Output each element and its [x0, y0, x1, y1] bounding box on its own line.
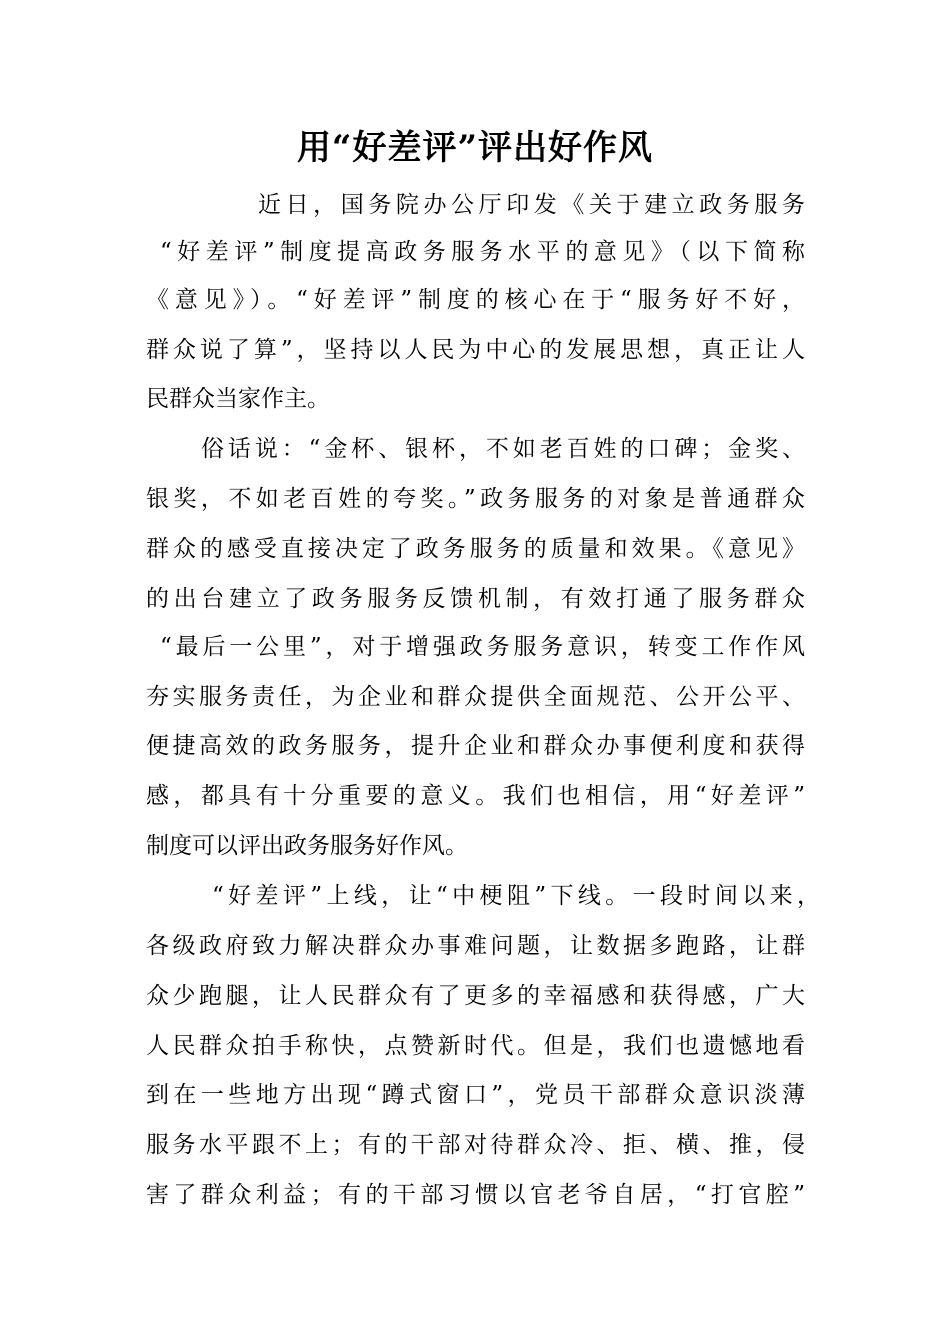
text-line: 近日，国务院办公厅印发《关于建立政务服务: [258, 192, 810, 218]
text-line: “好差评”制度提高政务服务水平的意见》（以下简称: [160, 239, 811, 265]
text-line: 害了群众利益；有的干部习惯以官老爷自居，“打官腔”: [146, 1182, 810, 1208]
text-line: 众少跑腿，让人民群众有了更多的幸福感和获得感，广大: [146, 983, 809, 1009]
text-line: 民群众当家作主。: [146, 386, 330, 412]
text-line: 群众的感受直接决定了政务服务的质量和效果。《意见》: [146, 536, 809, 562]
text-line: 制度可以评出政务服务好作风。: [146, 833, 468, 859]
text-line: 群众说了算”，坚持以人民为中心的发展思想，真正让人: [146, 337, 809, 363]
text-line: 《意见》）。“好差评”制度的核心在于“服务好不好，: [146, 287, 811, 313]
text-line: 服务水平跟不上；有的干部对待群众冷、拒、横、推，侵: [146, 1132, 809, 1158]
document-title: 用“好差评”评出好作风: [296, 128, 654, 168]
text-line: 感，都具有十分重要的意义。我们也相信，用“好差评”: [146, 783, 810, 809]
text-line: 人民群众拍手称快，点赞新时代。但是，我们也遗憾地看: [146, 1033, 809, 1059]
text-line: 银奖，不如老百姓的夸奖。”政务服务的对象是普通群众: [146, 486, 810, 512]
text-line: 各级政府致力解决群众办事难问题，让数据多跑路，让群: [146, 933, 809, 959]
text-line: “最后一公里”，对于增强政务服务意识，转变工作作风: [160, 634, 809, 660]
text-line: 的出台建立了政务服务反馈机制，有效打通了服务群众: [146, 586, 810, 612]
text-line: 夯实服务责任，为企业和群众提供全面规范、公开公平、: [146, 684, 809, 710]
text-line: “好差评”上线，让“中梗阻”下线。一段时间以来，: [212, 883, 825, 909]
text-line: 到在一些地方出现“蹲式窗口”，党员干部群众意识淡薄: [146, 1082, 810, 1108]
text-line: 俗话说：“金杯、银杯，不如老百姓的口碑；金奖、: [201, 436, 809, 462]
text-line: 便捷高效的政务服务，提升企业和群众办事便利度和获得: [146, 733, 809, 759]
